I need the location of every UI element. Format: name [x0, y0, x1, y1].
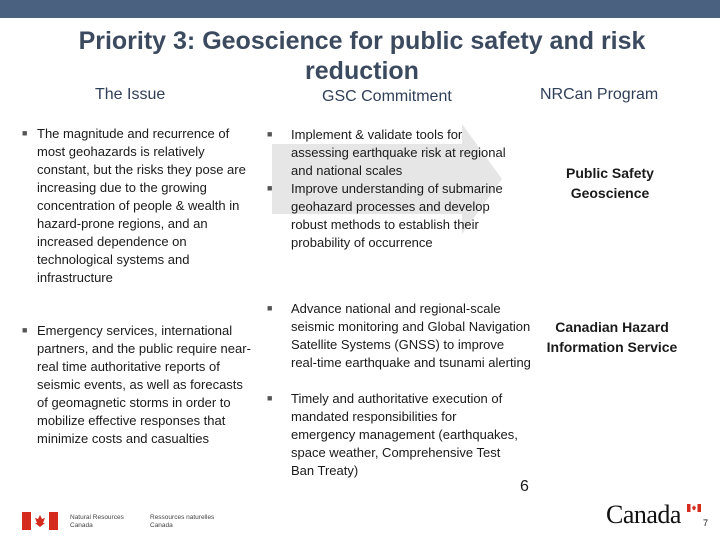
- commitment-text-3: Advance national and regional-scale seismic monitoring and Global Navigation Satellite Systems (GNSS) to improve real-time earthquake and tsunami alerting: [291, 301, 531, 370]
- bullet-icon: ■: [22, 325, 28, 335]
- nrcan-program-heading: NRCan Program: [540, 86, 659, 103]
- top-banner: [0, 0, 720, 18]
- department-name-fr: Ressources naturelles Canada: [150, 514, 215, 529]
- bullet-icon: ■: [267, 129, 273, 139]
- issue-text-1: The magnitude and recurrence of most geohazards is relatively constant, but the risks they pose are increasing due to the growing concentration of people & wealth in hazard-prone regions, and an increased dependence on technological systems and infrastructure: [37, 126, 246, 285]
- commitment-text-1: Implement & validate tools for assessing earthquake risk at regional and national scales: [291, 127, 506, 178]
- issue-heading: The Issue: [95, 86, 166, 103]
- department-name-en: Natural Resources Canada: [70, 514, 124, 529]
- page-number: 6: [520, 478, 529, 495]
- commitment-text-2: Improve understanding of submarine geohazard processes and develop robust methods to establish their probability of occurrence: [291, 181, 503, 250]
- canada-wordmark: Canada: [606, 500, 681, 529]
- slide-title: Priority 3: Geoscience for public safety and risk reduction: [78, 27, 646, 85]
- slide-number: 7: [703, 518, 709, 528]
- commitment-text-4: Timely and authoritative execution of mandated responsibilities for emergency management (earthquakes, space weather, Comprehensive Test Ban Treaty): [291, 391, 518, 478]
- issue-text-2: Emergency services, international partners, and the public require near-real time authoritative reports of seismic events, as well as forecasts of geomagnetic storms in order to mobilize effective responses that minimize costs and casualties: [37, 323, 251, 446]
- bullet-icon: ■: [267, 393, 273, 403]
- program-public-safety-geoscience: Public Safety Geoscience: [566, 165, 654, 201]
- wordmark-flag-icon: [687, 504, 701, 512]
- bullet-icon: ■: [22, 128, 28, 138]
- bullet-icon: ■: [267, 183, 273, 193]
- canada-flag-icon: [22, 512, 58, 530]
- bullet-icon: ■: [267, 303, 273, 313]
- gsc-commitment-heading: GSC Commitment: [322, 88, 452, 105]
- program-canadian-hazard-information-service: Canadian Hazard Information Service: [546, 319, 678, 355]
